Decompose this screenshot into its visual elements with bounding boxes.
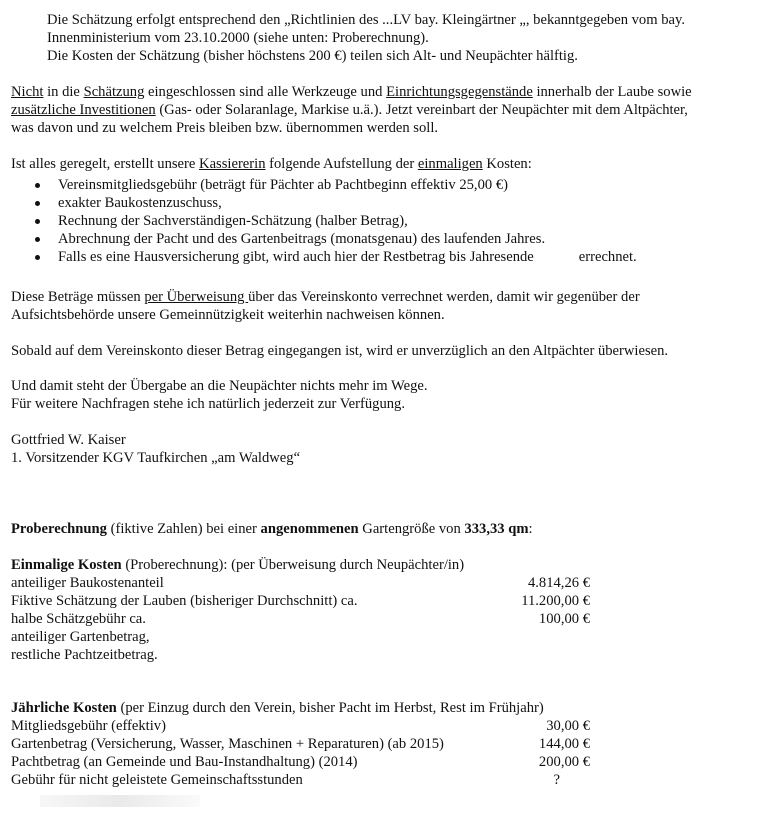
einmalig-heading [11,556,464,574]
not-included-line-2 [11,101,688,119]
word-per-ueberweisung: per Überweisung [144,289,249,305]
text-c: Kosten: [482,156,532,172]
bullet-text [58,248,637,266]
closing-line-1: Und damit steht der Übergabe an die Neupächter nichts mehr im Wege. [11,378,428,394]
cost-amount: 100,00 € [538,611,590,627]
jaehrlich-heading-bold: Jährliche Kosten [11,700,117,716]
text-a: Diese Beträge müssen [11,289,145,305]
text-end: innerhalb der Laube sowie [532,84,692,100]
bullet-icon [35,219,40,224]
intro-line-2: Innenministerium vom 23.10.2000 (siehe unten: Proberechnung). [47,30,429,46]
cost-label: restliche Pachtzeitbetrag. [11,647,158,663]
bullet-icon [35,255,40,260]
cost-amount: 30,00 € [546,718,590,734]
jaehrlich-heading-rest: (per Einzug durch den Verein, bisher Pacht im Herbst, Rest im Frühjahr) [116,700,544,716]
word-einrichtungsgegenstaende: Einrichtungsgegenstände [386,84,533,100]
einmalig-heading-bold: Einmalige Kosten [11,557,122,573]
bullet-text-a: Falls es eine Hausversicherung gibt, wird auch hier der Restbetrag bis Jahresende [58,249,534,265]
signature-name: Gottfried W. Kaiser [11,432,126,448]
text-mid: eingeschlossen sind alle Werkzeuge und [144,84,387,100]
cost-amount: 11.200,00 € [521,593,590,609]
heading-bold-1: Proberechnung [11,521,107,537]
bullet-icon [35,237,40,242]
cost-label: Gartenbetrag (Versicherung, Wasser, Maschinen + Reparaturen) (ab 2015) [11,736,444,752]
receipt-line: Sobald auf dem Vereinskonto dieser Betrag eingegangen ist, wird er unverzüglich an den Altpächter überwiesen. [11,343,669,359]
cost-label: Mitgliedsgebühr (effektiv) [11,718,166,734]
text-a: Ist alles geregelt, erstellt unsere [11,156,200,172]
word-schaetzung: Schätzung [83,84,145,100]
bullet-text: Abrechnung der Pacht und des Gartenbeitrags (monatsgenau) des laufenden Jahres. [58,231,546,247]
scan-smudge [40,795,200,807]
einmalig-heading-rest: (Proberechnung): (per Überweisung durch Neupächter/in) [121,557,465,573]
jaehrlich-heading [11,699,544,717]
cost-label: Fiktive Schätzung der Lauben (bisheriger Durchschnitt) ca. [11,593,358,609]
bullet-text: Vereinsmitgliedsgebühr (beträgt für Pächter ab Pachtbeginn effektiv 25,00 €) [58,177,508,193]
not-included-line-1 [11,83,692,101]
text-b: folgende Aufstellung der [265,156,418,172]
heading-text-2: Gartengröße von [358,521,465,537]
not-included-line-3: was davon und zu welchem Preis bleiben bzw. übernommen werden soll. [11,120,439,136]
intro-line-3: Die Kosten der Schätzung (bisher höchstens 200 €) teilen sich Alt- und Neupächter hälftig. [47,48,578,64]
cost-label: Pachtbetrag (an Gemeinde und Bau-Instandhaltung) (2014) [11,754,358,770]
bullet-icon [35,183,40,188]
word-kassiererin: Kassiererin [199,156,266,172]
signature-title: 1. Vorsitzender KGV Taufkirchen „am Waldweg“ [11,450,301,466]
proberechnung-heading [11,520,533,538]
heading-bold-3: 333,33 qm [464,521,529,537]
heading-bold-2: angenommenen [260,521,359,537]
cost-label: Gebühr für nicht geleistete Gemeinschaftsstunden [11,772,303,788]
cost-amount: ? [553,772,560,788]
text-b: über das Vereinskonto verrechnet werden, damit wir gegenüber der [248,289,640,305]
word-nicht: Nicht [11,84,44,100]
heading-text-1: (fiktive Zahlen) bei einer [106,521,261,537]
heading-text-3: : [528,521,533,537]
bullet-text: Rechnung der Sachverständigen-Schätzung (halber Betrag), [58,213,408,229]
text-end-2: (Gas- oder Solaranlage, Markise u.ä.). Jetzt vereinbart der Neupächter mit dem Altpächter, [155,102,688,118]
bullet-icon [35,201,40,206]
word-einmaligen: einmaligen [417,156,483,172]
bullet-text-b: errechnet. [578,249,637,265]
cost-amount: 200,00 € [538,754,590,770]
closing-line-2: Für weitere Nachfragen stehe ich natürlich jederzeit zur Verfügung. [11,396,405,412]
text-in-die: in die [43,84,84,100]
transfer-line-2: Aufsichtsbehörde unsere Gemeinnützigkeit weiterhin nachweisen können. [11,307,445,323]
cost-label: anteiliger Baukostenanteil [11,575,164,591]
costs-intro [11,155,532,173]
word-zusaetzliche-investitionen: zusätzliche Investitionen [11,102,156,118]
cost-label: anteiliger Gartenbetrag, [11,629,150,645]
transfer-line-1 [11,288,640,306]
cost-amount: 144,00 € [538,736,590,752]
cost-amount: 4.814,26 € [527,575,590,591]
cost-label: halbe Schätzgebühr ca. [11,611,146,627]
intro-line-1: Die Schätzung erfolgt entsprechend den „Richtlinien des ...LV bay. Kleingärtner „, bekanntgegeben vom bay. [47,12,686,28]
bullet-text: exakter Baukostenzuschuss, [58,195,222,211]
